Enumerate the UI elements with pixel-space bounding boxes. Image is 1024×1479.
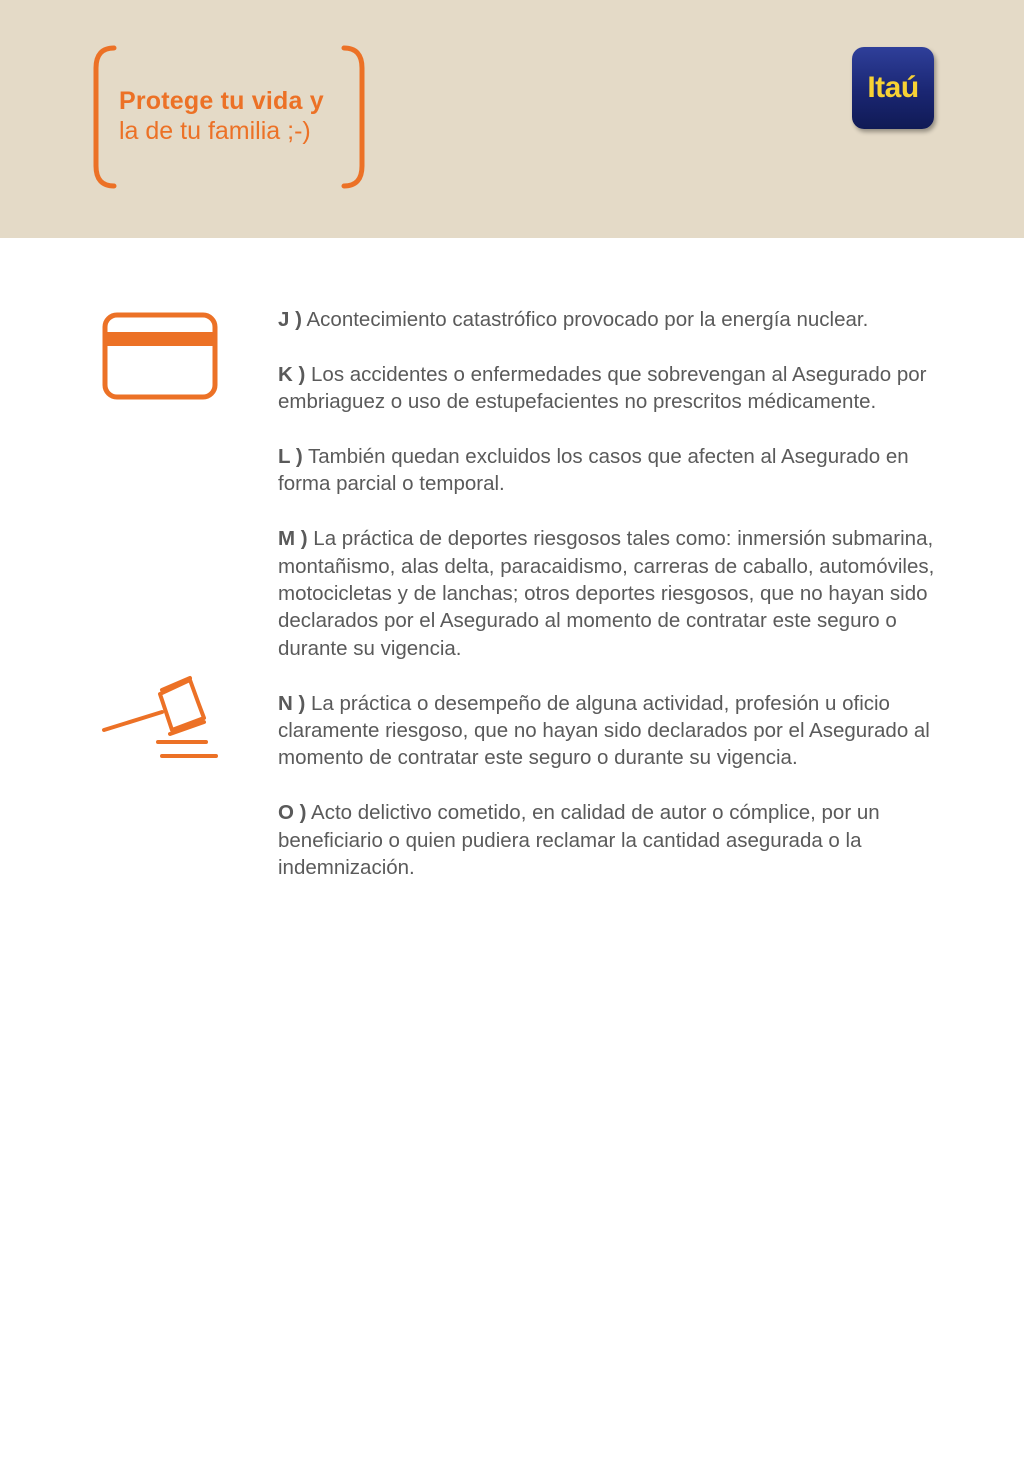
clause-m [278, 525, 948, 662]
itau-logo [852, 47, 934, 129]
header-banner [0, 0, 1024, 238]
clause-letter: J ) [278, 308, 302, 331]
clause-letter: L ) [278, 445, 303, 468]
tagline-line-2: la de tu familia ;-) [119, 117, 311, 145]
logo-text: Itaú [867, 71, 919, 104]
exclusions-list [278, 306, 948, 909]
clause-text: Acto delictivo cometido, en calidad de autor o cómplice, por un beneficiario o quien pudiera reclamar la cantidad asegurada o la indemnización. [278, 801, 880, 880]
clause-k [278, 361, 948, 416]
clause-letter: N ) [278, 691, 306, 715]
clause-letter: M ) [278, 527, 308, 551]
clause-l [278, 443, 948, 498]
clause-text: La práctica o desempeño de alguna actividad, profesión u oficio claramente riesgoso, que no hayan sido declarados por el Asegurado al momento de contratar este seguro o durante su vigencia. [278, 691, 930, 770]
tagline-line-1: Protege tu vida y [119, 87, 324, 115]
tagline [92, 44, 368, 190]
clause-j [278, 306, 948, 333]
clause-text: Los accidentes o enfermedades que sobrevengan al Asegurado por embriaguez o uso de estupefacientes no prescritos médicamente. [278, 362, 927, 414]
gavel-icon [100, 672, 222, 764]
clause-text: También quedan excluidos los casos que afecten al Asegurado en forma parcial o temporal. [278, 445, 909, 496]
clause-text: La práctica de deportes riesgosos tales como: inmersión submarina, montañismo, alas delta, paracaidismo, carreras de caballo, automóviles, motocicletas y de lanchas; otros deportes riesgosos, que no hayan sido declarados por el Asegurado al momento de contratar este seguro o durante su vigencia. [278, 527, 935, 660]
clause-letter: K ) [278, 362, 306, 386]
clause-letter: O ) [278, 801, 307, 825]
clause-o [278, 799, 948, 881]
clause-n [278, 690, 948, 772]
clause-text: Acontecimiento catastrófico provocado por la energía nuclear. [301, 308, 869, 331]
credit-card-icon [100, 310, 220, 402]
